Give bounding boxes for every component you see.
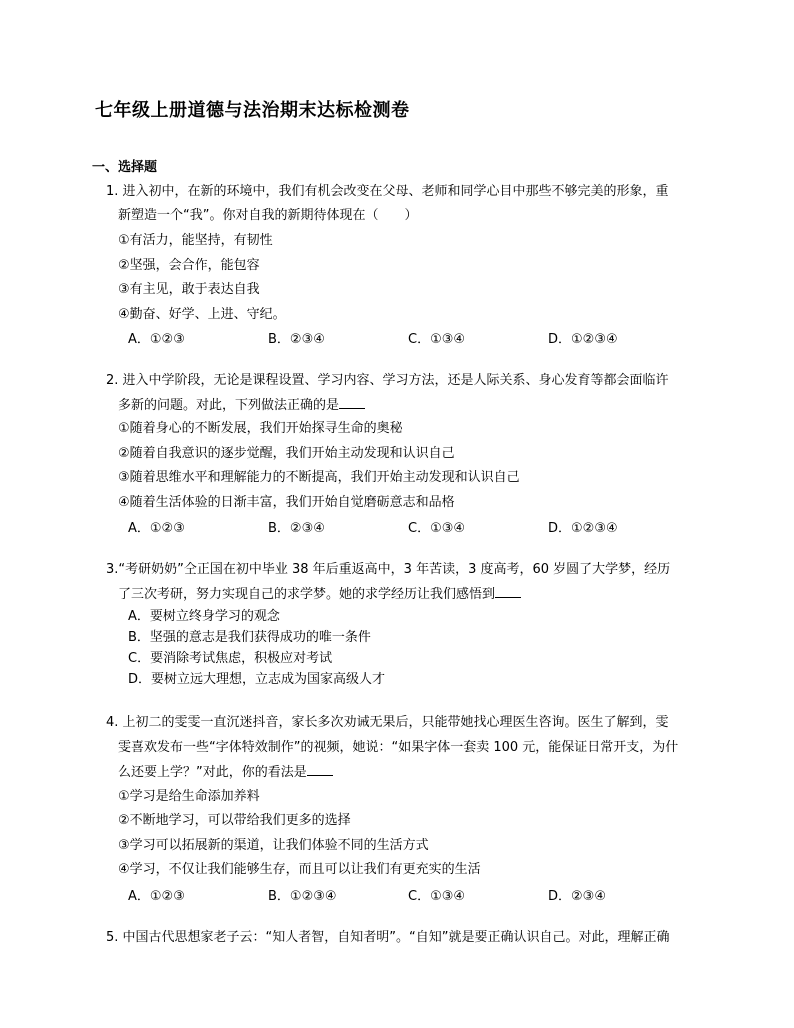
- question-4-item-4: ④学习，不仅让我们能够生存，而且可以让我们有更充实的生活: [118, 862, 481, 877]
- page-title: 七年级上册道德与法治期末达标检测卷: [95, 100, 410, 121]
- question-3-line-1: 3.“考研奶奶”仝正国在初中毕业 38 年后重返高中，3 年苦读，3 度高考，60 岁圆了大学梦，经历: [106, 562, 671, 577]
- answer-blank: [339, 396, 365, 409]
- question-2-option-a: A．①②③: [128, 521, 185, 536]
- question-2-item-3: ③随着思维水平和理解能力的不断提高，我们开始主动发现和认识自己: [118, 470, 520, 485]
- question-1-item-1: ①有活力，能坚持，有韧性: [118, 233, 273, 248]
- question-4-option-a: A．①②③: [128, 889, 185, 904]
- question-5-line-1: 5. 中国古代思想家老子云：“知人者智，自知者明”。“自知”就是要正确认识自己。对此，理解正确: [106, 930, 670, 945]
- question-4-line-1: 4. 上初二的雯雯一直沉迷抖音，家长多次劝诫无果后，只能带她找心理医生咨询。医生了解到，雯: [106, 715, 669, 730]
- question-1-line-2: 新塑造一个“我”。你对自我的新期待体现在（ ）: [118, 208, 418, 223]
- question-2-item-2: ②随着自我意识的逐步觉醒，我们开始主动发现和认识自己: [118, 446, 455, 461]
- question-3-option-d: D．要树立远大理想，立志成为国家高级人才: [128, 672, 386, 687]
- question-1-item-4: ④勤奋、好学、上进、守纪。: [118, 307, 286, 322]
- question-4-line-3-text: 么还要上学？”对此，你的看法是: [118, 765, 307, 780]
- question-3-line-2: [118, 585, 521, 604]
- question-4-option-d: D．②③④: [548, 889, 606, 904]
- question-1-option-a: A．①②③: [128, 332, 185, 347]
- question-1-item-2: ②坚强，会合作，能包容: [118, 258, 260, 273]
- question-1-item-3: ③有主见，敢于表达自我: [118, 282, 260, 297]
- question-4-option-b: B．①②③④: [268, 889, 337, 904]
- question-3-option-c: C．要消除考试焦虑，积极应对考试: [128, 651, 333, 666]
- question-2-item-1: ①随着身心的不断发展，我们开始探寻生命的奥秘: [118, 421, 403, 436]
- question-1-option-b: B．②③④: [268, 332, 325, 347]
- question-2-option-c: C．①③④: [408, 521, 466, 536]
- question-1-line-1: 1. 进入初中，在新的环境中，我们有机会改变在父母、老师和同学心目中那些不够完美的形象，重: [106, 184, 669, 199]
- question-2-option-b: B．②③④: [268, 521, 325, 536]
- question-4-option-c: C．①③④: [408, 889, 466, 904]
- question-2-line-2: [118, 396, 365, 415]
- question-3-line-2-text: 了三次考研，努力实现自己的求学梦。她的求学经历让我们感悟到: [118, 587, 496, 602]
- answer-blank: [307, 763, 333, 776]
- question-2-item-4: ④随着生活体验的日渐丰富，我们开始自觉磨砺意志和品格: [118, 495, 455, 510]
- question-4-item-2: ②不断地学习，可以带给我们更多的选择: [118, 813, 351, 828]
- question-4-item-1: ①学习是给生命添加养料: [118, 789, 260, 804]
- answer-blank: [495, 585, 521, 598]
- question-1-option-d: D．①②③④: [548, 332, 618, 347]
- question-4-line-3: [118, 763, 333, 782]
- question-2-option-d: D．①②③④: [548, 521, 618, 536]
- question-1-option-c: C．①③④: [408, 332, 466, 347]
- question-2-line-2-text: 多新的问题。对此，下列做法正确的是: [118, 398, 340, 413]
- section-heading: 一、选择题: [92, 160, 158, 175]
- question-2-line-1: 2. 进入中学阶段，无论是课程设置、学习内容、学习方法，还是人际关系、身心发育等都会面临许: [106, 373, 669, 388]
- question-3-option-a: A．要树立终身学习的观念: [128, 609, 280, 624]
- question-3-option-b: B．坚强的意志是我们获得成功的唯一条件: [128, 630, 371, 645]
- question-4-line-2: 雯喜欢发布一些“字体特效制作”的视频，她说：“如果字体一套卖 100 元，能保证日常开支，为什: [118, 740, 679, 755]
- question-4-item-3: ③学习可以拓展新的渠道，让我们体验不同的生活方式: [118, 838, 429, 853]
